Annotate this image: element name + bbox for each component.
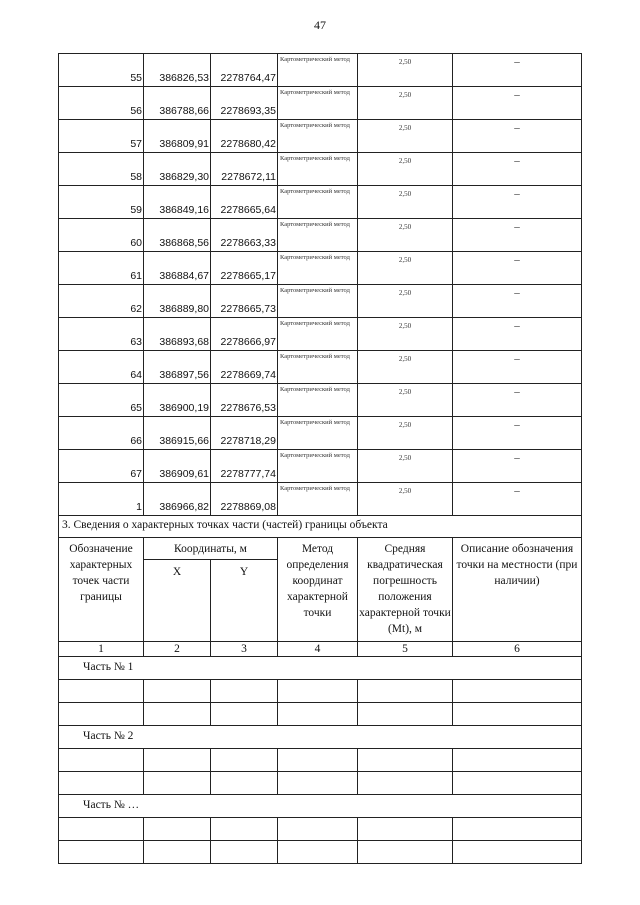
accuracy-cell: 2,50	[358, 483, 453, 516]
empty-row	[59, 772, 582, 795]
point-number: 66	[59, 417, 144, 450]
description-cell: –	[453, 87, 582, 120]
coordinate-y: 2278718,29	[211, 417, 278, 450]
table-row	[59, 285, 582, 318]
accuracy-cell: 2,50	[358, 318, 453, 351]
coordinate-x: 386909,61	[144, 450, 211, 483]
description-cell: –	[453, 186, 582, 219]
column-number: 6	[453, 642, 582, 657]
coordinate-x: 386826,53	[144, 54, 211, 87]
coordinate-x: 386849,16	[144, 186, 211, 219]
accuracy-cell: 2,50	[358, 87, 453, 120]
method-cell: Картометрический метод	[278, 219, 358, 252]
section-3-table	[59, 516, 582, 864]
accuracy-cell: 2,50	[358, 384, 453, 417]
accuracy-cell: 2,50	[358, 186, 453, 219]
coordinate-y: 2278665,73	[211, 285, 278, 318]
description-cell: –	[453, 219, 582, 252]
section-3-title: 3. Сведения о характерных точках части (частей) границы объекта	[59, 516, 582, 538]
method-cell: Картометрический метод	[278, 120, 358, 153]
table-row	[59, 219, 582, 252]
table-row	[59, 153, 582, 186]
accuracy-cell: 2,50	[358, 252, 453, 285]
coordinate-y: 2278663,33	[211, 219, 278, 252]
coordinate-y: 2278666,97	[211, 318, 278, 351]
accuracy-cell: 2,50	[358, 153, 453, 186]
point-number: 63	[59, 318, 144, 351]
accuracy-cell: 2,50	[358, 417, 453, 450]
method-cell: Картометрический метод	[278, 450, 358, 483]
coordinate-y: 2278693,35	[211, 87, 278, 120]
method-cell: Картометрический метод	[278, 285, 358, 318]
description-cell: –	[453, 252, 582, 285]
method-cell: Картометрический метод	[278, 318, 358, 351]
part-n-label: Часть № …	[59, 795, 582, 818]
header-method: Метод определения координат характерной точки	[278, 538, 358, 642]
description-cell: –	[453, 318, 582, 351]
accuracy-cell: 2,50	[358, 351, 453, 384]
point-number: 55	[59, 54, 144, 87]
method-cell: Картометрический метод	[278, 153, 358, 186]
accuracy-cell: 2,50	[358, 219, 453, 252]
coordinate-y: 2278777,74	[211, 450, 278, 483]
point-number: 58	[59, 153, 144, 186]
point-number: 67	[59, 450, 144, 483]
accuracy-cell: 2,50	[358, 285, 453, 318]
coordinate-x: 386915,66	[144, 417, 211, 450]
coordinate-y: 2278672,11	[211, 153, 278, 186]
description-cell: –	[453, 153, 582, 186]
table-row	[59, 483, 582, 516]
coordinate-x: 386868,56	[144, 219, 211, 252]
part-1-label: Часть № 1	[59, 657, 582, 680]
point-number: 57	[59, 120, 144, 153]
coordinate-x: 386889,80	[144, 285, 211, 318]
page-number: 47	[314, 18, 326, 32]
accuracy-cell: 2,50	[358, 120, 453, 153]
column-number: 2	[144, 642, 211, 657]
description-cell: –	[453, 417, 582, 450]
point-number: 61	[59, 252, 144, 285]
method-cell: Картометрический метод	[278, 417, 358, 450]
accuracy-cell: 2,50	[358, 54, 453, 87]
coordinate-y: 2278665,64	[211, 186, 278, 219]
description-cell: –	[453, 384, 582, 417]
empty-row	[59, 749, 582, 772]
coordinate-x: 386900,19	[144, 384, 211, 417]
coordinate-x: 386788,66	[144, 87, 211, 120]
table-row	[59, 318, 582, 351]
empty-row	[59, 703, 582, 726]
table-row	[59, 87, 582, 120]
table-row	[59, 417, 582, 450]
column-number: 1	[59, 642, 144, 657]
table-row	[59, 54, 582, 87]
method-cell: Картометрический метод	[278, 186, 358, 219]
coordinate-x: 386893,68	[144, 318, 211, 351]
coordinate-y: 2278676,53	[211, 384, 278, 417]
method-cell: Картометрический метод	[278, 252, 358, 285]
point-number: 60	[59, 219, 144, 252]
description-cell: –	[453, 285, 582, 318]
coordinate-x: 386884,67	[144, 252, 211, 285]
table-row	[59, 351, 582, 384]
point-number: 62	[59, 285, 144, 318]
coordinate-x: 386897,56	[144, 351, 211, 384]
method-cell: Картометрический метод	[278, 54, 358, 87]
empty-row	[59, 841, 582, 864]
point-number: 1	[59, 483, 144, 516]
coordinate-x: 386966,82	[144, 483, 211, 516]
empty-row	[59, 680, 582, 703]
header-x: X	[144, 560, 211, 642]
accuracy-cell: 2,50	[358, 450, 453, 483]
header-accuracy: Средняя квадратическая погрешность положения характерной точки (Mt), м	[358, 538, 453, 642]
point-number: 64	[59, 351, 144, 384]
header-designation: Обозначение характерных точек части границы	[59, 538, 144, 642]
description-cell: –	[453, 351, 582, 384]
description-cell: –	[453, 450, 582, 483]
description-cell: –	[453, 120, 582, 153]
coordinate-x: 386809,91	[144, 120, 211, 153]
table-row	[59, 252, 582, 285]
column-number: 3	[211, 642, 278, 657]
table-row	[59, 120, 582, 153]
description-cell: –	[453, 483, 582, 516]
empty-row	[59, 818, 582, 841]
point-number: 56	[59, 87, 144, 120]
point-number: 65	[59, 384, 144, 417]
method-cell: Картометрический метод	[278, 351, 358, 384]
coordinates-table-body	[59, 54, 582, 516]
coordinate-y: 2278665,17	[211, 252, 278, 285]
method-cell: Картометрический метод	[278, 87, 358, 120]
coordinate-y: 2278669,74	[211, 351, 278, 384]
method-cell: Картометрический метод	[278, 483, 358, 516]
table-row	[59, 450, 582, 483]
method-cell: Картометрический метод	[278, 384, 358, 417]
header-description: Описание обозначения точки на местности (при наличии)	[453, 538, 582, 642]
coordinate-y: 2278764,47	[211, 54, 278, 87]
part-2-label: Часть № 2	[59, 726, 582, 749]
column-number: 5	[358, 642, 453, 657]
coordinate-x: 386829,30	[144, 153, 211, 186]
header-coordinates: Координаты, м	[144, 538, 278, 560]
table-row	[59, 186, 582, 219]
coordinates-table	[58, 53, 582, 864]
point-number: 59	[59, 186, 144, 219]
coordinate-y: 2278869,08	[211, 483, 278, 516]
table-row	[59, 384, 582, 417]
column-number: 4	[278, 642, 358, 657]
coordinate-y: 2278680,42	[211, 120, 278, 153]
description-cell: –	[453, 54, 582, 87]
header-y: Y	[211, 560, 278, 642]
